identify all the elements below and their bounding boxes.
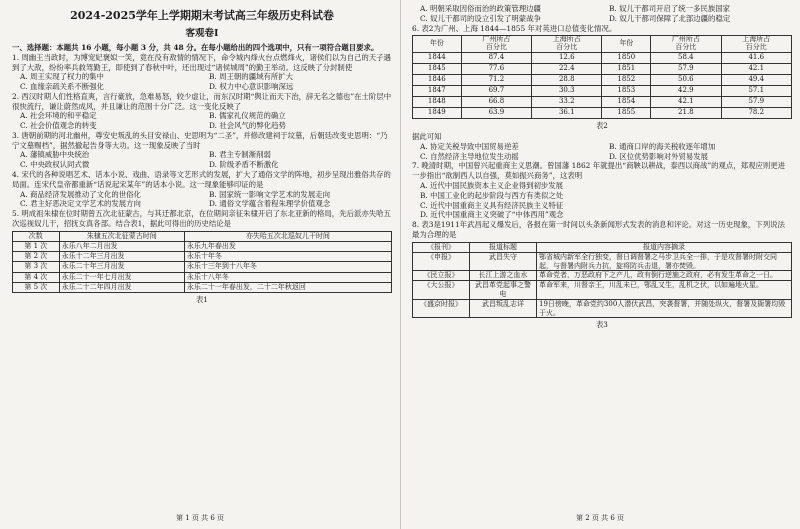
table-cell: 77.6 — [461, 63, 531, 74]
table-cell: 武昌失守 — [470, 252, 537, 271]
table-cell: 1852 — [602, 74, 651, 85]
table-cell: 49.4 — [721, 74, 791, 85]
table-cell: 永乐十三年到十八年冬 — [184, 262, 391, 272]
option: A. 近代中国民族资本主义企业得到初步发展 — [420, 181, 564, 190]
table-cell: 42.1 — [721, 63, 791, 74]
option: B. 奴儿干都司开启了统一多民族国家 — [609, 4, 730, 13]
table-row — [413, 252, 792, 271]
option: C. 血缘亲疏关系不断强化 — [20, 82, 104, 92]
table-cell: 33.2 — [532, 96, 602, 107]
table-cell: 1855 — [602, 107, 651, 118]
question-7: 7. 晚清时期，中国曾兴起重商主义思潮。曾国藩 1862 年就提出“商鞅以耕战，泰西以商战”的观点，郑观应则更进一步指出“欲制西人以自强，莫如振兴商务”，这表明 — [412, 161, 786, 181]
table-header: 广州所占 百分比 — [461, 36, 531, 52]
table-header-row — [13, 231, 392, 241]
table-cell: 《申报》 — [413, 252, 470, 271]
table-cell: 长江上游之血水 — [470, 271, 537, 281]
table-cell: 58.4 — [651, 52, 721, 63]
option: D. 通俗文学蕴含着程朱理学价值观念 — [209, 199, 331, 209]
table-header: 年份 — [602, 36, 651, 52]
table-cell: 63.9 — [461, 107, 531, 118]
table-cell: 69.7 — [461, 85, 531, 96]
option: C. 社会价值观念的转变 — [20, 121, 97, 131]
table-1-caption: 表1 — [196, 295, 208, 304]
table-cell: 第 1 次 — [13, 241, 60, 251]
option: C. 自然经济主导地位发生动摇 — [420, 151, 519, 161]
table-cell: 革命军来，川督亲王，川乱未已，鄂乱又生，乱机之伏，以如遍地火星。 — [537, 281, 792, 300]
option: A. 周王实现了权力的集中 — [20, 72, 104, 82]
table-1 — [12, 231, 392, 293]
table-header-row — [413, 242, 792, 252]
table-cell: 1846 — [413, 74, 462, 85]
option: C. 君主好恶决定文学艺术的发展方向 — [20, 199, 141, 209]
table-cell: 1844 — [413, 52, 462, 63]
question-8: 8. 表3是1911年武昌起义爆发后，各报在第一时间以头条新闻形式发表的消息和评论。对这一历史现象，下列说法最为合理的是 — [412, 220, 785, 239]
option: D. 近代中国重商主义突破了“中体西用”观念 — [420, 210, 564, 220]
table-cell: 1850 — [602, 52, 651, 63]
table-cell: 永乐二十一年春出发，二十二年秋返回 — [184, 282, 391, 292]
question-2-options — [12, 111, 392, 131]
option: B. 中国工业化的起步阶段与西方有类似之处 — [420, 190, 564, 200]
table-cell: 永乐二十年三月出发 — [59, 262, 184, 272]
right-page — [412, 0, 792, 529]
table-cell: 《盛京时报》 — [413, 299, 470, 318]
option: D. 阶级矛盾不断激化 — [209, 160, 279, 170]
table-cell: 66.8 — [461, 96, 531, 107]
table-header: 报道内容摘录 — [537, 242, 792, 252]
table-cell: 30.3 — [532, 85, 602, 96]
table-cell: 武昌叛乱志详 — [470, 299, 537, 318]
table-cell: 第 2 次 — [13, 252, 60, 262]
table-cell: 57.9 — [721, 96, 791, 107]
option: A. 藩镇威胁中央统治 — [20, 150, 90, 160]
question-1-options — [12, 72, 392, 92]
table-cell: 21.8 — [651, 107, 721, 118]
question-4-options — [12, 190, 392, 210]
option: B. 国家统一影响文学艺术的发展走向 — [209, 189, 330, 199]
question-6-options — [412, 142, 792, 162]
table-row — [413, 96, 792, 107]
page-footer-right: 第 2 页 共 6 页 — [575, 514, 625, 522]
table-row — [13, 252, 392, 262]
table-cell: 36.1 — [532, 107, 602, 118]
table-cell: 永乐二十一年七月出发 — [59, 272, 184, 282]
table-cell: 1847 — [413, 85, 462, 96]
table-cell: 《大公报》 — [413, 281, 470, 300]
table-cell: 武昌革党起事之警电 — [470, 281, 537, 300]
table-header: 年份 — [413, 36, 462, 52]
table-header: 次数 — [13, 231, 60, 241]
table-cell: 42.1 — [651, 96, 721, 107]
table-cell: 永乐十年冬 — [184, 252, 391, 262]
option: A. 协定关税导致中国贸易逆差 — [420, 141, 519, 151]
table-header: 《报刊》 — [413, 242, 470, 252]
table-cell: 鄂省城内新军全行独变，督日调督署之马步卫兵全一排，于是攻督署时附交同起，与督署内附兵力抗，旋将防兵击退，署亦焚毁。 — [537, 252, 792, 271]
option: C. 近代中国重商主义具有经济民族主义特征 — [420, 200, 564, 210]
section-title: 客观卷Ⅰ — [185, 27, 219, 39]
table-cell: 50.6 — [651, 74, 721, 85]
table-cell: 1851 — [602, 63, 651, 74]
question-7-options — [412, 181, 792, 220]
table-cell: 41.6 — [721, 52, 791, 63]
table-row — [13, 272, 392, 282]
question-4: 4. 宋代的各种说唱艺术、话本小说、戏曲、语录等文艺形式的发展，扩大了通俗文学的阵地，初步呈现出雅俗共存的局面。连宋代皇帝都重新“话说起宋某年”的话本小说。这一现象能够印证的是 — [12, 170, 391, 189]
table-cell: 71.2 — [461, 74, 531, 85]
table-cell: 永乐二十二年四月出发 — [59, 282, 184, 292]
question-5-options — [412, 4, 792, 24]
option: A. 商品经济发展推动了文化的世俗化 — [20, 189, 141, 199]
table-row — [13, 282, 392, 292]
table-cell: 永乐八年二月出发 — [59, 241, 184, 251]
table-row — [413, 85, 792, 96]
table-row — [13, 241, 392, 251]
table-header-row — [413, 36, 792, 52]
table-cell: 87.4 — [461, 52, 531, 63]
question-6: 6. 表2为广州、上海 1844—1855 年对英进口总值变化情况。 — [412, 23, 617, 33]
table-header: 亦失哈五次北巡奴儿干时间 — [184, 231, 391, 241]
table-cell: 第 5 次 — [13, 282, 60, 292]
table-cell: 22.4 — [532, 63, 602, 74]
exam-title: 2024-2025学年上学期期末考试高三年级历史科试卷 — [70, 9, 334, 22]
table-2-caption: 表2 — [596, 120, 608, 130]
option: A. 明朝采取因俗而治的政策管理边疆 — [420, 4, 541, 13]
table-cell: 42.9 — [651, 85, 721, 96]
table-header: 广州所占 百分比 — [651, 36, 721, 52]
table-row — [413, 281, 792, 300]
page-footer-left: 第 1 页 共 6 页 — [175, 514, 225, 522]
table-cell: 革命党者，万恶政府下之产儿，政有倒行逆施之政府，必有发生革命之一日。 — [537, 271, 792, 281]
table-header: 报道标题 — [470, 242, 537, 252]
table-cell: 永乐十八年冬 — [184, 272, 391, 282]
table-cell: 第 4 次 — [13, 272, 60, 282]
table-cell: 78.2 — [721, 107, 791, 118]
option: B. 周王朝的疆域有所扩大 — [209, 72, 294, 82]
table-cell: 1853 — [602, 85, 651, 96]
question-5: 5. 明成祖朱棣在位时期曾五次北征蒙古，与其迁都北京，在位期间亲征朱棣开启了东北亚新的格局，先后派亦失哈五次巡视奴儿干，招抚女真各部。结合表1，据此可得出的历史结论是 — [12, 209, 391, 228]
question-1: 1. 周幽王当政时，为博宠妃褒姒一笑，竟在没有敌情的情况下，命令城内烽火台点燃烽火，诸侯们以为自己的天子遇到了大敌，纷纷率兵救驾勤王，即使到了春秋中叶，还出现过“诸侯城周”的勤王举动。这反映了分封制使 — [12, 52, 391, 72]
page-fold-divider — [400, 0, 401, 529]
option: D. 权力中心意识影响深远 — [209, 82, 294, 92]
table-row — [413, 63, 792, 74]
table-3 — [412, 242, 792, 319]
table-cell: 1854 — [602, 96, 651, 107]
table-cell: 28.8 — [532, 74, 602, 85]
table-cell: 永乐十二年三月出发 — [59, 252, 184, 262]
table-cell: 12.6 — [532, 52, 602, 63]
table-cell: 1848 — [413, 96, 462, 107]
instructions: 一、选择题：本题共 16 小题，每小题 3 分，共 48 分。在每小题给出的四个选项中，只有一项符合题目要求。 — [12, 43, 379, 53]
table-cell: 1849 — [413, 107, 462, 118]
table-row — [413, 107, 792, 118]
table-header: 上海所占 百分比 — [721, 36, 791, 52]
table-row — [13, 262, 392, 272]
table-row — [413, 52, 792, 63]
option: C. 奴儿干都司的设立引发了明蒙战争 — [420, 13, 541, 23]
table-cell: 19日傍晚，革命党约300人潜伏武昌，突袭督署，并随处纵火，督署及衙署均毁于火。 — [537, 299, 792, 318]
table-2 — [412, 35, 792, 118]
left-page — [12, 0, 392, 529]
question-3: 3. 唐朝前期的河北幽州，尊安史叛乱的头目安禄山、史思明为“二圣”，并修改建祠于坟墓，后朝廷改变史思明：“乃宁文墓赐档”，据然撤起告身等大功。这一现象反映了当时 — [12, 130, 388, 150]
table-cell: 永乐九年春出发 — [184, 241, 391, 251]
option: C. 中央政权认同式微 — [20, 160, 90, 170]
table-row — [413, 74, 792, 85]
question-3-options — [12, 150, 392, 170]
option: B. 通商口岸的海关税收逐年增加 — [609, 141, 716, 151]
option: D. 社会风气的弊化趋势 — [209, 121, 286, 131]
option: D. 奴儿干都司保障了北部边疆的稳定 — [609, 13, 731, 23]
option: D. 区位优势影响对外贸易发展 — [609, 151, 709, 161]
table-cell: 第 3 次 — [13, 262, 60, 272]
table-row — [413, 271, 792, 281]
table-cell: 57.9 — [651, 63, 721, 74]
table-cell: 57.1 — [721, 85, 791, 96]
table-cell: 《民立报》 — [413, 271, 470, 281]
question-6-lead: 据此可知 — [412, 132, 442, 142]
table-header: 上海所占 百分比 — [532, 36, 602, 52]
option: B. 儒家礼仪规范的确立 — [209, 111, 286, 121]
table-header: 朱棣五次北征蒙古时间 — [59, 231, 184, 241]
table-cell: 1845 — [413, 63, 462, 74]
table-row — [413, 299, 792, 318]
table-3-caption: 表3 — [596, 320, 608, 330]
question-2: 2. 西汉时期人们性格直爽，言行豪放，急难易怒，较少虚让，而东汉时期“舆让而天下治，辞无名之德也”在士阶层中很快流行，谦让蔚然成风，并且谦让的范围十分广泛。这一变化反映了 — [12, 91, 392, 111]
option: B. 君主专制渐削弱 — [209, 150, 271, 160]
option: A. 社会环境的和平稳定 — [20, 111, 97, 121]
